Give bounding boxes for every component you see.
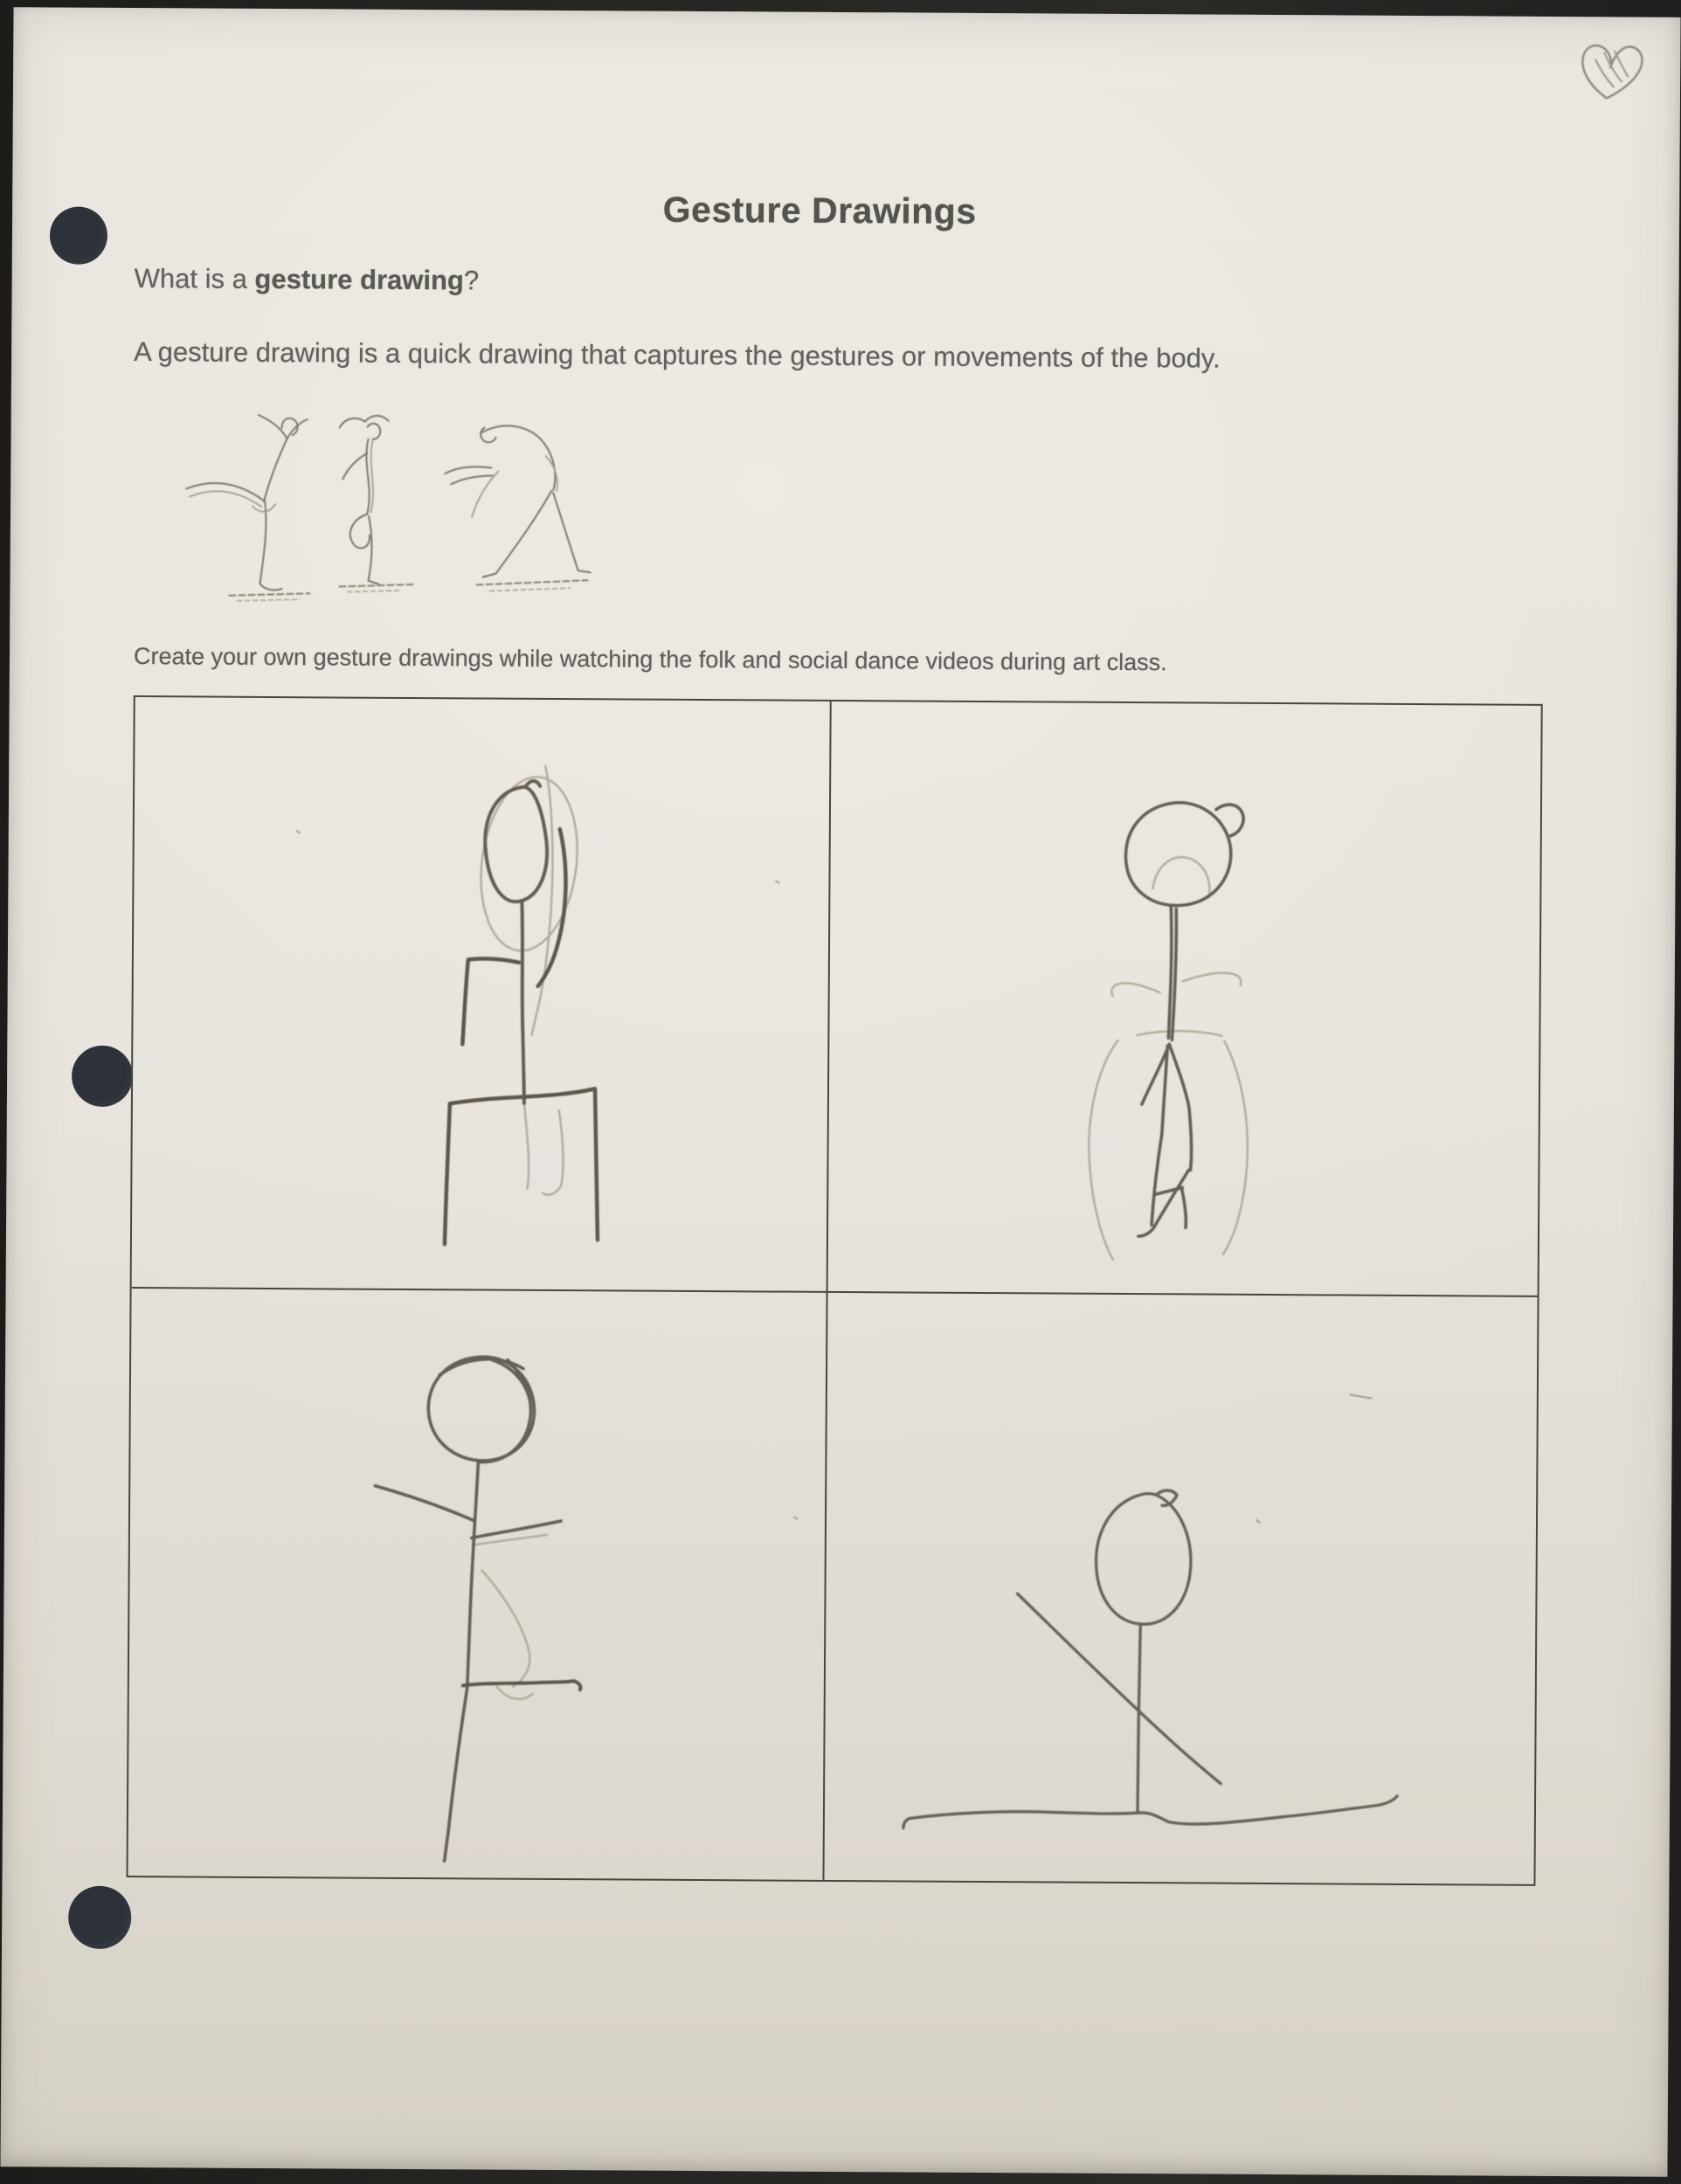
hole-punch-bottom <box>68 1886 131 1949</box>
student-drawing-bottom-left <box>128 1289 827 1878</box>
question-emphasis: gesture drawing <box>254 263 465 296</box>
student-drawing-top-right <box>828 702 1543 1296</box>
student-drawing-bottom-right <box>825 1293 1539 1883</box>
worksheet-paper <box>0 7 1680 2177</box>
grid-cell-bottom-right <box>824 1293 1537 1884</box>
practice-grid <box>126 695 1542 1886</box>
question-prefix: What is a <box>134 263 255 294</box>
question-suffix: ? <box>463 265 480 296</box>
example-gesture-sketches <box>182 403 593 615</box>
hole-punch-middle <box>72 1046 133 1107</box>
grid-cell-top-right <box>828 702 1541 1297</box>
student-drawing-top-left <box>132 697 830 1291</box>
definition-line: A gesture drawing is a quick drawing that captures the gestures or movements of the body. <box>134 336 1221 374</box>
question-line <box>135 263 480 296</box>
corner-heart-scribble <box>1570 32 1654 107</box>
page-title: Gesture Drawings <box>662 189 977 232</box>
grid-cell-top-left <box>132 697 832 1293</box>
instruction-line: Create your own gesture drawings while watching the folk and social dance videos during art class. <box>133 643 1167 676</box>
grid-cell-bottom-left <box>128 1289 828 1880</box>
